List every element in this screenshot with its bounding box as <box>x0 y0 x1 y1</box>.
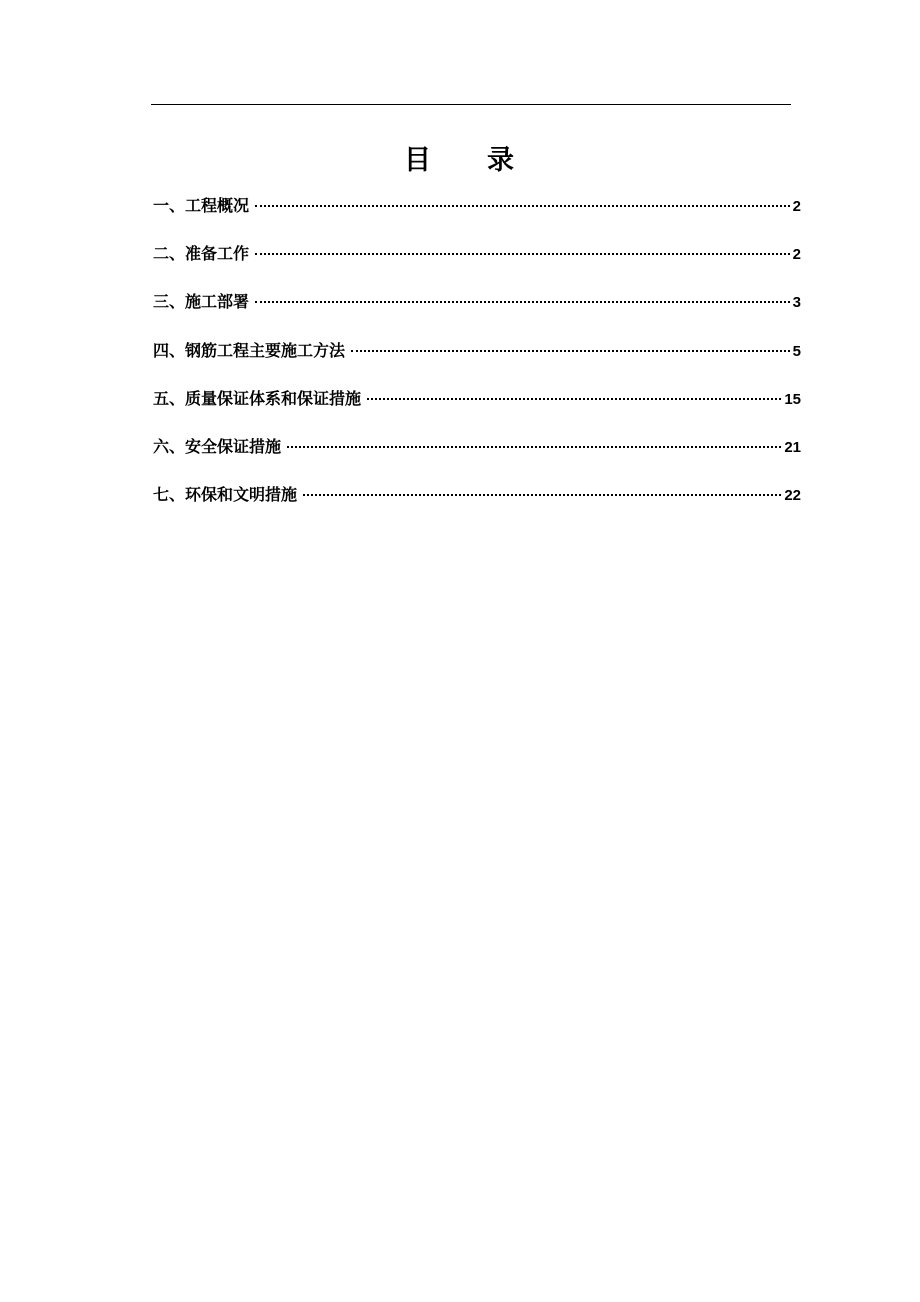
toc-entry[interactable] <box>153 434 801 482</box>
toc-entry-label: 六、安全保证措施 <box>153 436 282 456</box>
toc-entry-page-number: 3 <box>792 294 801 312</box>
toc-dot-leader <box>255 253 790 255</box>
toc-entry-label: 四、钢筋工程主要施工方法 <box>153 340 346 360</box>
toc-entry-page-number: 2 <box>792 198 801 215</box>
toc-entry-page-number: 2 <box>792 246 801 264</box>
toc-entry[interactable] <box>153 193 801 241</box>
toc-entry-label: 五、质量保证体系和保证措施 <box>153 388 362 408</box>
toc-entry-page-number: 21 <box>784 438 801 456</box>
toc-entry-label: 七、环保和文明措施 <box>153 485 298 505</box>
toc-list <box>153 193 801 530</box>
toc-entry-page-number: 5 <box>792 342 801 360</box>
toc-dot-leader <box>303 494 781 496</box>
toc-dot-leader <box>367 398 781 400</box>
toc-title-char-2: 录 <box>487 145 516 176</box>
toc-dot-leader <box>287 446 781 448</box>
toc-entry[interactable] <box>153 241 801 289</box>
toc-entry-page-number: 22 <box>784 487 801 505</box>
toc-entry[interactable] <box>153 482 801 530</box>
toc-entry-page-number: 15 <box>784 390 801 408</box>
toc-title-char-1: 目 <box>404 145 433 176</box>
toc-entry-label: 三、施工部署 <box>153 292 250 312</box>
toc-dot-leader <box>255 301 790 303</box>
header-rule <box>151 104 791 105</box>
toc-title <box>0 138 920 177</box>
toc-entry[interactable] <box>153 289 801 337</box>
toc-entry-label: 一、工程概况 <box>153 196 250 215</box>
toc-entry[interactable] <box>153 338 801 386</box>
toc-entry[interactable] <box>153 386 801 434</box>
toc-dot-leader <box>255 205 790 207</box>
toc-dot-leader <box>351 350 790 352</box>
toc-entry-label: 二、准备工作 <box>153 244 250 264</box>
